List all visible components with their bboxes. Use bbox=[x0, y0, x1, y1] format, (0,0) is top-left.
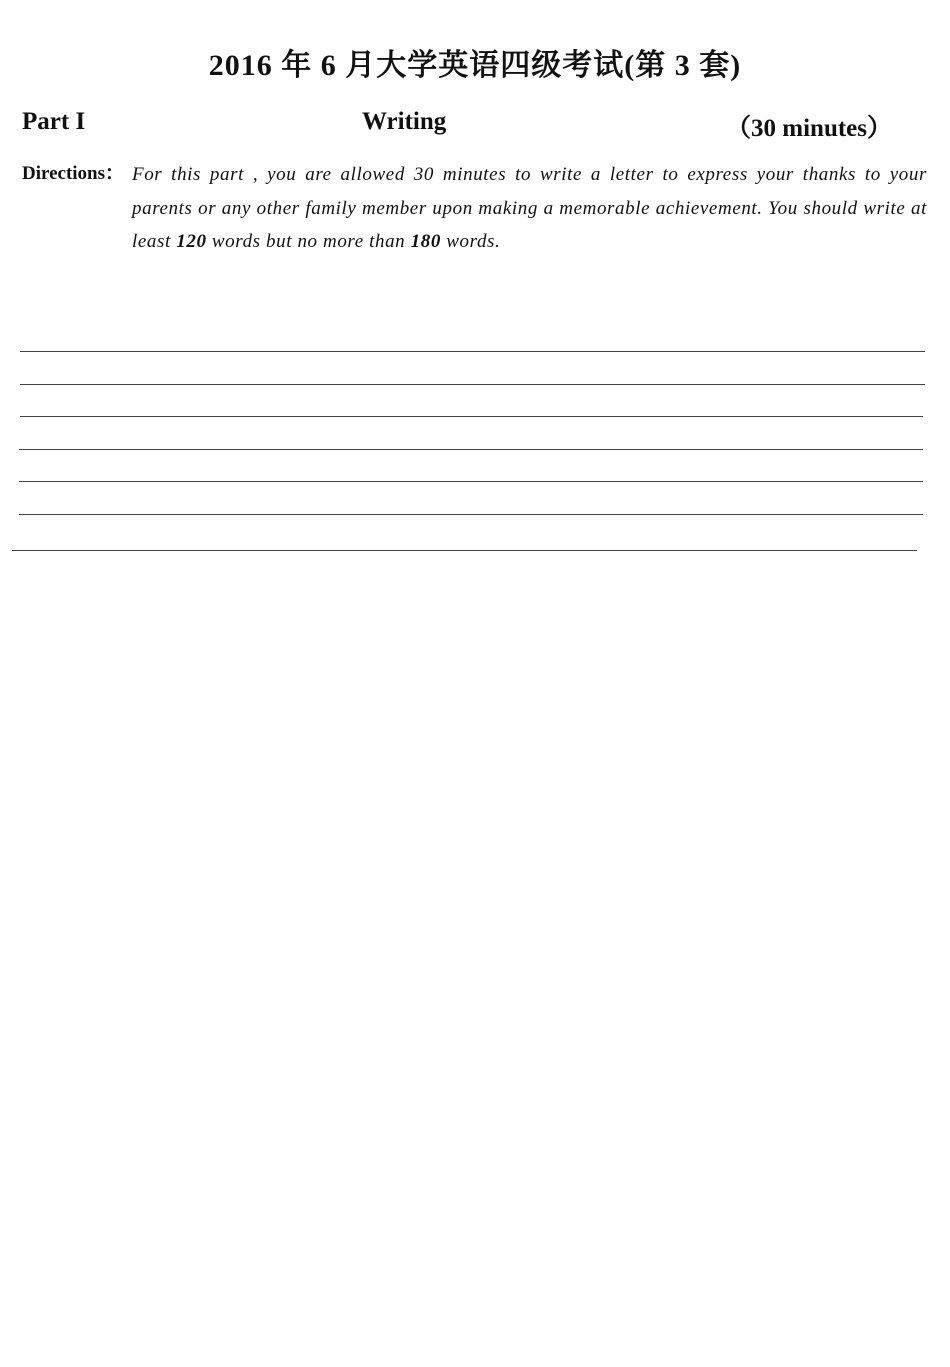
min-word-count: 120 bbox=[176, 231, 207, 252]
part-header bbox=[22, 108, 892, 142]
section-title: Writing bbox=[362, 108, 447, 135]
answer-line[interactable] bbox=[20, 351, 925, 352]
directions-text bbox=[132, 158, 927, 259]
max-word-count: 180 bbox=[410, 231, 441, 252]
answer-line[interactable] bbox=[19, 514, 923, 515]
directions-text-part3: words. bbox=[440, 231, 501, 252]
part-label: Part I bbox=[22, 108, 86, 135]
answer-line[interactable] bbox=[20, 416, 923, 417]
directions-text-part1: For this part , you are allowed 30 minutes to write a letter to express your thanks to your parents or any other family member upon making a memorable achievement. You should write at least bbox=[132, 164, 927, 252]
exam-title: 2016 年 6 月大学英语四级考试(第 3 套) bbox=[208, 49, 742, 82]
directions-text-part2: words but no more than bbox=[206, 231, 411, 252]
answer-line[interactable] bbox=[19, 481, 923, 482]
answer-line[interactable] bbox=[19, 449, 923, 450]
time-limit: （30 minutes） bbox=[726, 115, 892, 142]
answer-line[interactable] bbox=[20, 384, 925, 385]
answer-line[interactable] bbox=[12, 550, 917, 551]
directions-label: Directions： bbox=[22, 163, 125, 184]
